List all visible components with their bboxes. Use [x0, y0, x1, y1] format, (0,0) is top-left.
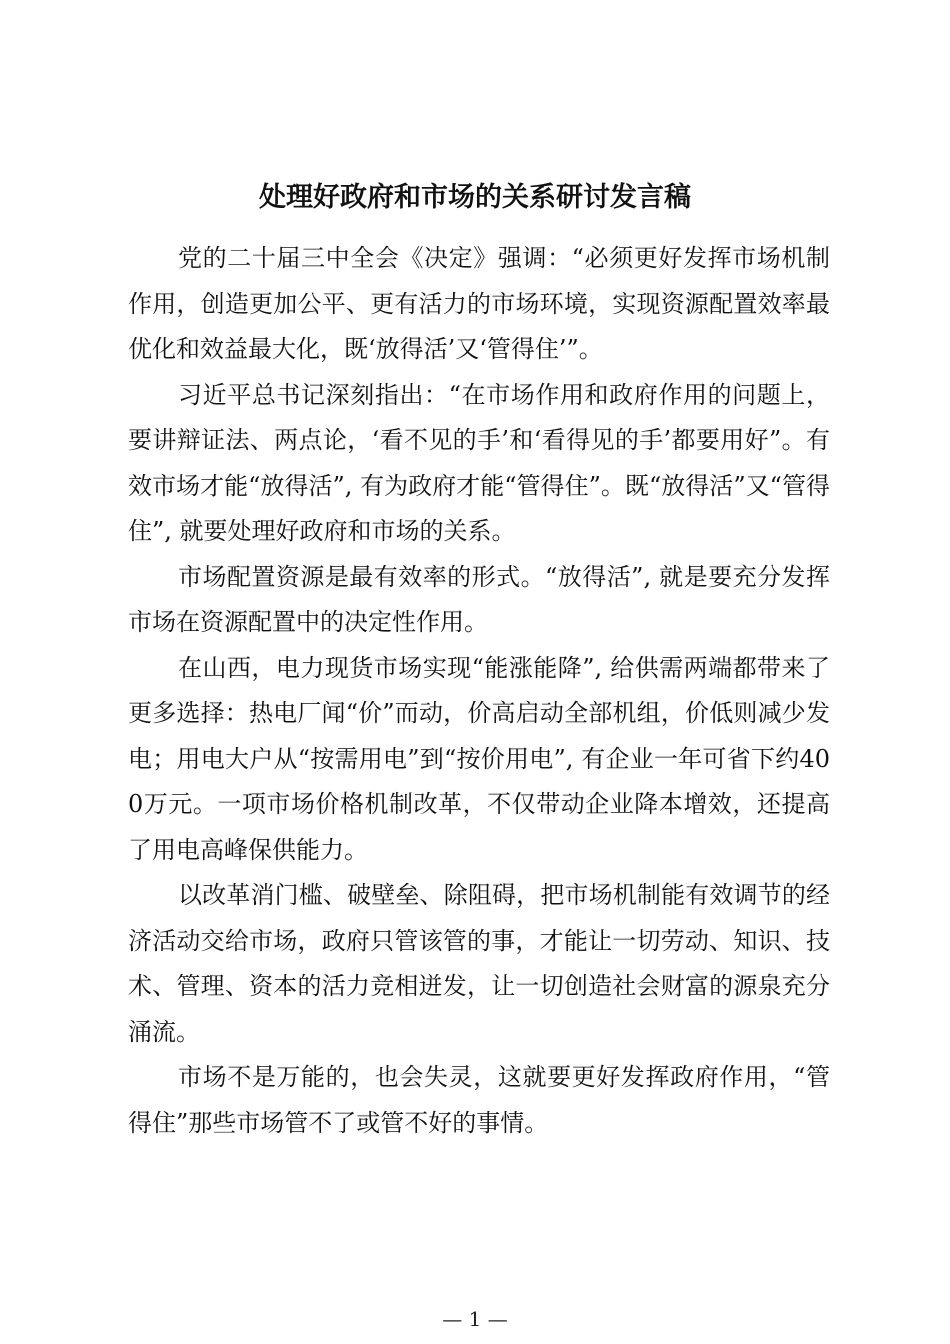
document-title: 处理好政府和市场的关系研讨发言稿: [259, 182, 691, 213]
paragraph-6: 市场不是万能的，也会失灵，这就要更好发挥政府作用，“管得住”那些市场管不了或管不好的事情。: [128, 1063, 830, 1137]
paragraph-2: 习近平总书记深刻指出：“在市场作用和政府作用的问题上，要讲辩证法、两点论，‘看不见的手’和‘看得见的手’都要用好”。有效市场才能“放得活”, 有为政府才能“管得住”。既“放得活”又“管得住”, 就要处理好政府和市场的关系。: [128, 380, 830, 545]
paragraph-4: 在山西，电力现货市场实现“能涨能降”, 给供需两端都带来了更多选择：热电厂闻“价”而动，价高启动全部机组，价低则减少发电；用电大户从“按需用电”到“按价用电”, 有企业一年可省下约400万元。一项市场价格机制改革，不仅带动企业降本增效，还提高了用电高峰保供能力。: [128, 653, 830, 864]
document-body: [128, 236, 830, 1146]
paragraph-5: 以改革消门槛、破壁垒、除阻碍，把市场机制能有效调节的经济活动交给市场，政府只管该管的事，才能让一切劳动、知识、技术、管理、资本的活力竞相迸发，让一切创造社会财富的源泉充分涌流。: [128, 881, 830, 1046]
page-number: — 1 —: [442, 1307, 508, 1331]
paragraph-3: 市场配置资源是最有效率的形式。“放得活”, 就是要充分发挥市场在资源配置中的决定性作用。: [128, 562, 830, 636]
paragraph-1: 党的二十届三中全会《决定》强调：“必须更好发挥市场机制作用，创造更加公平、更有活力的市场环境，实现资源配置效率最优化和效益最大化，既‘放得活’又‘管得住’”。: [128, 244, 830, 363]
